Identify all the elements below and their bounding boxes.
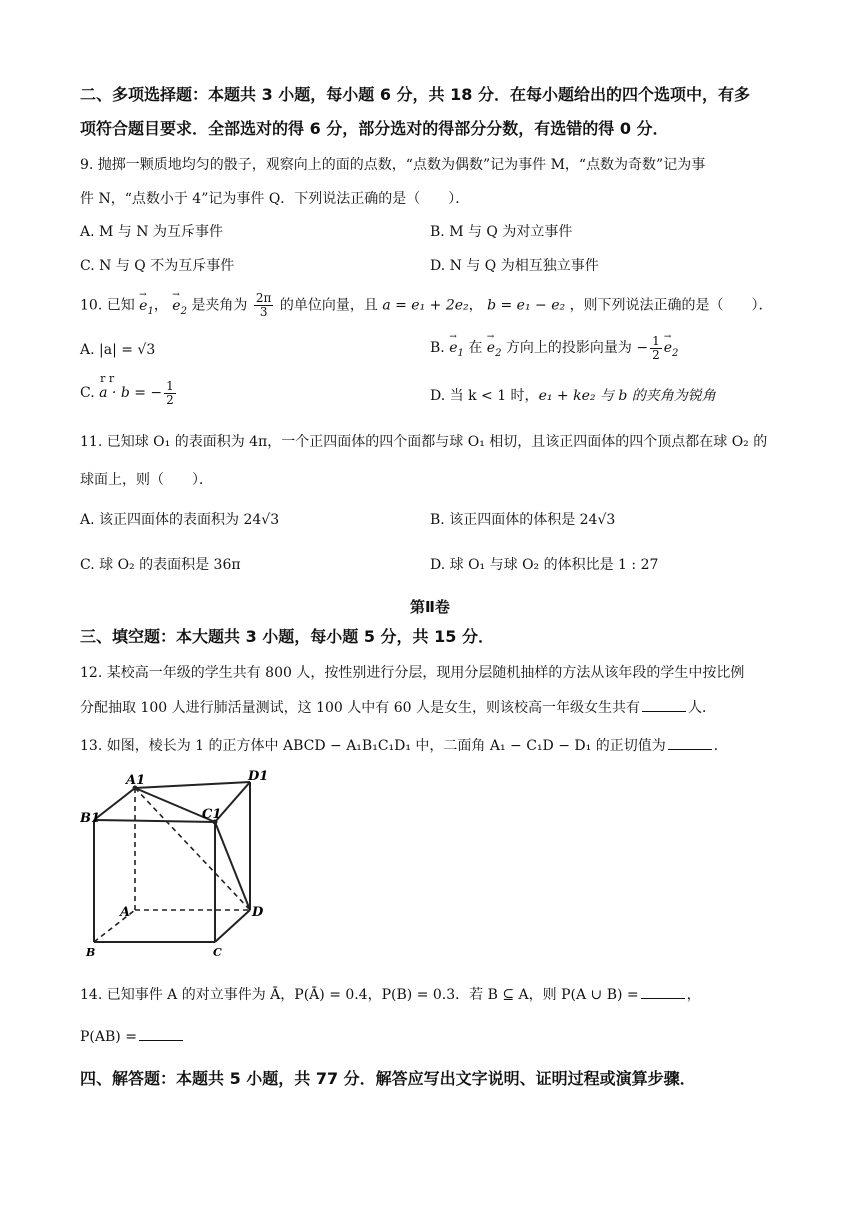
q14-sep: ， xyxy=(686,987,701,1003)
option-c-fraction xyxy=(164,380,176,407)
q9-stem-line1: 9. 抛掷一颗质地均匀的骰子，观察向上的面的点数，“点数为偶数”记为事件 M，“点数为奇数”记为事 xyxy=(80,157,706,173)
q10-prefix: 10. 已知 xyxy=(80,297,135,314)
section4-heading: 四、解答题：本题共 5 小题，共 77 分．解答应写出文字说明、证明过程或演算步骤． xyxy=(80,1069,696,1088)
edge-b1-c1 xyxy=(94,820,215,822)
answer-blank[interactable] xyxy=(139,1026,183,1041)
q14-text: 14. 已知事件 A 的对立事件为 Ā，P(Ā) = 0.4，P(B) = 0.3．若 B ⊆ A，则 P(A ∪ B) = xyxy=(80,987,639,1003)
q10-expr-b: b = e₁ − e₂ xyxy=(487,297,566,314)
label-a: A xyxy=(120,905,131,920)
cube-figure xyxy=(80,770,270,965)
fraction-denominator: 3 xyxy=(259,305,268,319)
q10-option-b-text2: 方向上的投影向量为 − xyxy=(501,340,649,356)
q10-stem xyxy=(80,292,790,324)
q11-stem-line2: 球面上，则（ ）． xyxy=(80,472,213,488)
label-b: B xyxy=(86,946,96,959)
q12-suffix: 人． xyxy=(687,700,716,716)
q12-text: 分配抽取 100 人进行肺活量测试，这 100 人中有 60 人是女生，则该校高一年级女生共有 xyxy=(80,700,640,716)
q10-text-unit: 的单位向量，且 xyxy=(279,297,378,314)
q9-option-d: D. N 与 Q 为相互独立事件 xyxy=(430,258,599,274)
label-b1: B1 xyxy=(80,811,101,826)
edge-c1-d xyxy=(215,822,250,910)
q10-option-c-marks: r r xyxy=(100,372,115,385)
q10-sep2: ， xyxy=(468,297,483,314)
q11-option-a: A. 该正四面体的表面积为 24√3 xyxy=(80,512,280,528)
vector-e1: → $e_1$ xyxy=(139,293,154,325)
q14-text2: P(AB) = xyxy=(80,1029,137,1045)
q10-option-d xyxy=(430,386,716,406)
edge-c-d xyxy=(215,910,250,942)
option-b-fraction xyxy=(650,335,662,362)
q11-option-b: B. 该正四面体的体积是 24√3 xyxy=(430,512,616,528)
vector-e2: → $e_2$ xyxy=(664,334,679,368)
diagonal-a1-d-hidden xyxy=(135,788,250,910)
q9-option-b: B. M 与 Q 为对立事件 xyxy=(430,224,573,240)
angle-fraction xyxy=(254,292,274,319)
q13-suffix: ． xyxy=(713,738,728,754)
q10-text-angle: 是夹角为 xyxy=(191,297,248,314)
q11-option-d: D. 球 O₁ 与球 O₂ 的体积比是 1 : 27 xyxy=(430,557,659,573)
edge-b1-a1 xyxy=(94,788,135,820)
q10-option-c-expr-wrap xyxy=(99,372,163,408)
q10-option-d-text: D. 当 k < 1 时， xyxy=(430,388,539,404)
vector-e1: → $e_1$ xyxy=(449,334,464,368)
section3-heading: 三、填空题：本大题共 3 小题，每小题 5 分，共 15 分． xyxy=(80,627,494,646)
q10-option-c-label: C. xyxy=(80,385,100,401)
q9-stem-line2: 件 N，“点数小于 4”记为事件 Q．下列说法正确的是（ ）． xyxy=(80,191,470,207)
q10-option-a: A. |a| = √3 xyxy=(80,342,156,358)
fraction-numerator: 1 xyxy=(652,333,660,348)
section2-heading-line1: 二、多项选择题：本题共 3 小题，每小题 6 分，共 18 分．在每小题给出的四个选项中，有多 xyxy=(80,85,750,104)
q14-stem-line1 xyxy=(80,984,790,1005)
q10-sep1: ， xyxy=(153,297,168,314)
q13-stem xyxy=(80,735,790,756)
q13-text: 13. 如图，棱长为 1 的正方体中 ABCD − A₁B₁C₁D₁ 中，二面角 A₁ − C₁D − D₁ 的正切值为 xyxy=(80,738,666,754)
vector-e2: → $e_2$ xyxy=(487,334,502,368)
q11-option-c: C. 球 O₂ 的表面积是 36π xyxy=(80,557,241,573)
fraction-numerator: 2π xyxy=(255,291,272,305)
q10-option-b-text1: 在 xyxy=(463,340,487,356)
edge-a1-d1 xyxy=(135,782,250,788)
q11-stem-line1: 11. 已知球 O₁ 的表面积为 4π，一个正四面体的四个面都与球 O₁ 相切，且该正四面体的四个顶点都在球 O₂ 的 xyxy=(80,434,768,450)
label-d1: D1 xyxy=(248,770,269,784)
label-c1: C1 xyxy=(202,807,222,822)
q10-option-c-expr: a · b = − xyxy=(99,385,163,401)
vector-e2: → $e_2$ xyxy=(172,293,187,325)
q9-option-a: A. M 与 N 为互斥事件 xyxy=(80,224,223,240)
q10-option-b xyxy=(430,334,678,368)
fraction-denominator: 2 xyxy=(166,392,174,407)
label-d: D xyxy=(252,905,264,920)
answer-blank[interactable] xyxy=(642,697,686,712)
q12-stem-line2 xyxy=(80,697,790,718)
q12-stem-line1: 12. 某校高一年级的学生共有 800 人，按性别进行分层，现用分层随机抽样的方法从该年段的学生中按比例 xyxy=(80,665,745,681)
part2-title: 第Ⅱ卷 xyxy=(410,598,450,616)
answer-blank[interactable] xyxy=(641,984,685,999)
answer-blank[interactable] xyxy=(668,735,712,750)
label-c: C xyxy=(213,946,222,959)
q10-suffix: ，则下列说法正确的是（ ）． xyxy=(569,297,773,314)
q10-expr-a: a = e₁ + 2e₂ xyxy=(382,297,469,314)
q14-stem-line2 xyxy=(80,1026,790,1047)
fraction-denominator: 2 xyxy=(652,347,660,362)
q10-option-b-label: B. xyxy=(430,340,450,356)
q10-option-c xyxy=(80,372,178,408)
q10-option-d-expr: e₁ + ke₂ 与 b 的夹角为锐角 xyxy=(538,388,716,404)
section2-heading-line2: 项符合题目要求．全部选对的得 6 分，部分选对的得部分分数，有选错的得 0 分． xyxy=(80,119,669,138)
fraction-numerator: 1 xyxy=(166,378,174,393)
label-a1: A1 xyxy=(126,773,146,788)
q9-option-c: C. N 与 Q 不为互斥事件 xyxy=(80,258,235,274)
